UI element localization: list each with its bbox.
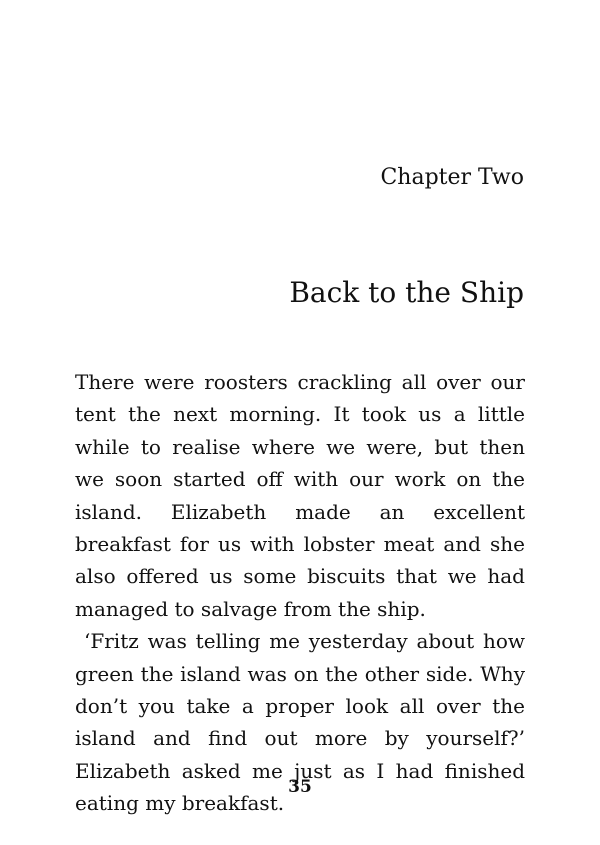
paragraph: There were roosters crackling all over our tent the next morning. It took us a little while to realise where we were, but then we soon started off with our work on the island. Elizabeth made an excellent breakfast for us with lobster meat and she also offered us some biscuits that we had managed to salvage from the ship.: [75, 370, 525, 621]
chapter-title: Back to the Ship: [289, 276, 524, 309]
paragraph: ‘Fritz was telling me yesterday about how green the island was on the other side. Why don’t you take a proper look all over the island and find out more by yourself?’ Elizabeth asked me just as I had finished eating my breakfast.: [75, 629, 525, 816]
body-text: [75, 366, 525, 820]
chapter-number: Chapter Two: [380, 165, 524, 190]
page-number: 35: [288, 777, 312, 797]
